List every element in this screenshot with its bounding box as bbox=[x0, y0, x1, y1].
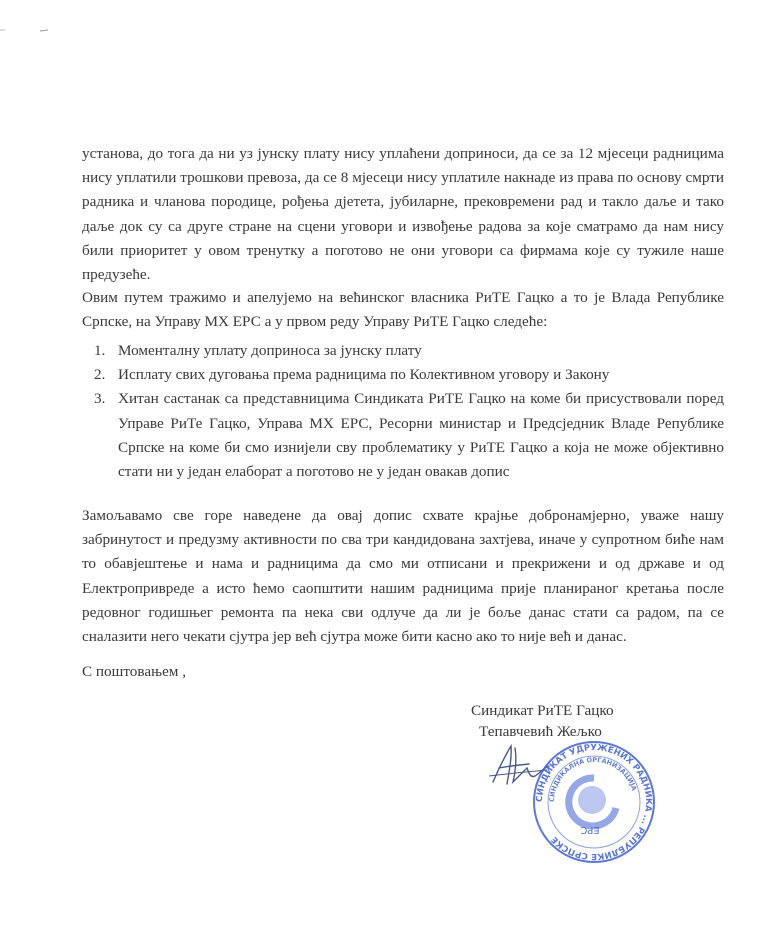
stamp-outer-text: СИНДИКАТ УДРУЖЕНИХ РАДНИКА ... РЕПУБЛИКЕ СРПСКЕ bbox=[534, 742, 654, 862]
scan-artifact-mark bbox=[0, 26, 50, 34]
body-paragraph-1: установа, до тога да ни уз јунску плату нису уплаћени доприноси, да се за 12 мјесеци радницима нису уплатили трошкови превоза, да се 8 мјесеци нису уплатиле накнаде из права по основу смрти радника и чланова породице, рођења дјетета, јубиларне, прековремени рад и такло даље и тако даље док су са друге стране на сцени уговори и извођење радова за које сматрамо да нам нису били приоритет у овом тренутку а поготово не они уговори са фирмама које су тужиле наше предузеће. bbox=[82, 145, 724, 284]
demand-item bbox=[94, 363, 724, 387]
demands-list bbox=[94, 339, 724, 484]
demand-item bbox=[94, 339, 724, 363]
demand-item bbox=[94, 387, 724, 484]
demand-number: 2. bbox=[94, 366, 106, 384]
demand-number: 3. bbox=[94, 390, 106, 408]
demand-text: Моменталну уплату доприноса за јунску плату bbox=[118, 342, 422, 359]
stamp-center-text: ЕРС bbox=[580, 824, 600, 835]
signature-name: Тепавчевић Жељко bbox=[479, 723, 602, 740]
closing-salutation: С поштовањем , bbox=[82, 663, 187, 680]
body-paragraph-3: Замољавамо све горе наведене да овај допис схвате крајње добронамјерно, уваже нашу забринутост и предузму активности по сва три кандидована захтјева, иначе у супротном биће нам то обавјештење и нама и радницима да смо ми отписани и прекрижени и од државе и од Електропривреде а исто ћемо саопштити нашим радницима прије планираног кретања после редовног годишњег ремонта па нека сви одлуче да ли је боље данас стати са радом, па се сналазити него чекати сјутра јер већ сјутра може бити касно ако то није већ и данас. bbox=[82, 507, 724, 646]
stamp-inner-text: СИНДИКАЛНА ОРГАНИЗАЦИЈА bbox=[547, 755, 639, 803]
demand-number: 1. bbox=[94, 342, 106, 359]
signature-organization: Синдикат РиТЕ Гацко bbox=[471, 702, 614, 719]
official-stamp bbox=[530, 738, 658, 866]
body-paragraph-2: Овим путем тражимо и апелујемо на већинског власника РиТЕ Гацко а то је Влада Републике Српске, на Управу МХ ЕРС а у првом реду Управу РиТЕ Гацко следеће: bbox=[82, 289, 724, 331]
demand-text: Хитан састанак са представницима Синдиката РиТЕ Гацко на коме би присуствовали поред Управе РиТе Гацко, Управа МХ ЕРС, Ресорни министар и Предсједник Владе Републике Српске на коме би смо изнијели сву проблематику у РиТЕ Гацко а која не може објективно стати ни у један елаборат а поготово не у један овакав допис bbox=[118, 390, 724, 481]
demand-text: Исплату свих дуговања према радницима по Колективном уговору и Закону bbox=[118, 366, 610, 384]
